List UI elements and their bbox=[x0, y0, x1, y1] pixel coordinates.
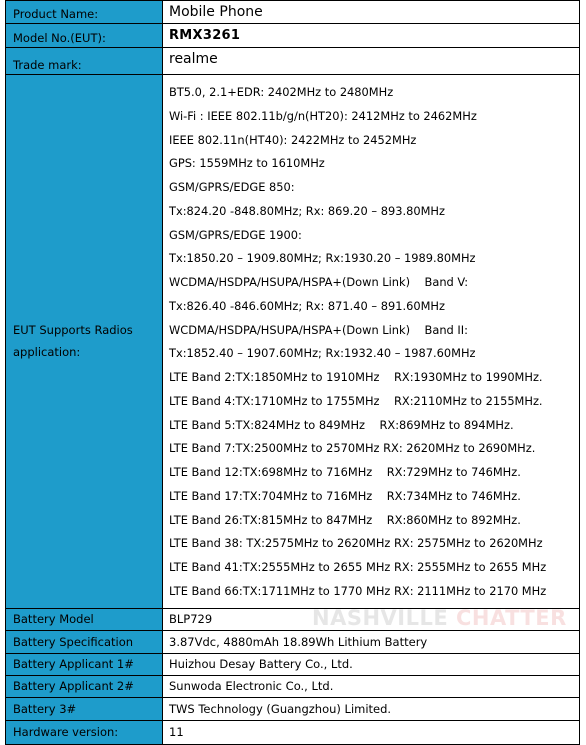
row-product-name bbox=[6, 1, 580, 24]
radio-line: LTE Band 41:TX:2555MHz to 2655 MHz RX: 2555MHz to 2655 MHz bbox=[169, 560, 547, 574]
radio-line: LTE Band 17:TX:704MHz to 716MHz RX:734MHz to 746MHz. bbox=[169, 488, 521, 503]
radio-line: IEEE 802.11n(HT40): 2422MHz to 2452MHz bbox=[169, 132, 417, 147]
battery-applicant-2-label: Battery Applicant 2# bbox=[6, 675, 163, 697]
battery-model-label: Battery Model bbox=[6, 608, 163, 630]
radios-label-line-1: EUT Supports Radios bbox=[13, 323, 133, 338]
radio-line: Tx:826.40 -846.60MHz; Rx: 871.40 – 891.60MHz bbox=[169, 298, 445, 313]
radio-line: LTE Band 2:TX:1850MHz to 1910MHz RX:1930MHz to 1990MHz. bbox=[169, 370, 543, 384]
row-battery-spec bbox=[6, 630, 580, 653]
radio-line: LTE Band 66:TX:1711MHz to 1770 MHz RX: 2111MHz to 2170 MHz bbox=[169, 583, 547, 598]
battery-model-value: BLP729 bbox=[163, 608, 580, 630]
hardware-version-label: Hardware version: bbox=[6, 720, 163, 744]
radio-line: GSM/GPRS/EDGE 850: bbox=[169, 180, 295, 194]
radio-line: LTE Band 12:TX:698MHz to 716MHz RX:729MHz to 746MHz. bbox=[169, 465, 521, 479]
row-battery-3 bbox=[6, 697, 580, 720]
battery-spec-value: 3.87Vdc, 4880mAh 18.89Wh Lithium Battery bbox=[163, 630, 580, 653]
row-hardware-version bbox=[6, 720, 580, 744]
battery-3-value: TWS Technology (Guangzhou) Limited. bbox=[163, 697, 580, 720]
battery-applicant-1-label: Battery Applicant 1# bbox=[6, 653, 163, 675]
radios-label bbox=[6, 75, 163, 609]
product-name-value: Mobile Phone bbox=[163, 1, 580, 24]
radio-line: WCDMA/HSDPA/HSUPA/HSPA+(Down Link) Band II: bbox=[169, 322, 468, 337]
radio-line: GPS: 1559MHz to 1610MHz bbox=[169, 156, 325, 171]
radio-line: BT5.0, 2.1+EDR: 2402MHz to 2480MHz bbox=[169, 85, 394, 99]
radios-value bbox=[163, 75, 580, 609]
battery-applicant-2-value: Sunwoda Electronic Co., Ltd. bbox=[163, 675, 580, 697]
radio-line: Tx:824.20 -848.80MHz; Rx: 869.20 – 893.80MHz bbox=[169, 203, 445, 218]
battery-applicant-1-value: Huizhou Desay Battery Co., Ltd. bbox=[163, 653, 580, 675]
row-battery-applicant-2 bbox=[6, 675, 580, 697]
hardware-version-value: 11 bbox=[163, 720, 580, 744]
model-no-value: RMX3261 bbox=[163, 24, 580, 48]
radio-line: LTE Band 4:TX:1710MHz to 1755MHz RX:2110MHz to 2155MHz. bbox=[169, 393, 543, 408]
spec-table bbox=[5, 0, 580, 745]
radio-line: Wi-Fi : IEEE 802.11b/g/n(HT20): 2412MHz to 2462MHz bbox=[169, 108, 477, 123]
trade-mark-value: realme bbox=[163, 48, 580, 75]
model-no-label: Model No.(EUT): bbox=[6, 24, 163, 48]
trade-mark-label: Trade mark: bbox=[6, 48, 163, 75]
radio-line: LTE Band 26:TX:815MHz to 847MHz RX:860MHz to 892MHz. bbox=[169, 512, 521, 527]
row-trade-mark bbox=[6, 48, 580, 75]
product-name-label: Product Name: bbox=[6, 1, 163, 24]
battery-3-label: Battery 3# bbox=[6, 697, 163, 720]
row-battery-applicant-1 bbox=[6, 653, 580, 675]
radio-lines-list bbox=[169, 75, 579, 608]
radio-line: GSM/GPRS/EDGE 1900: bbox=[169, 227, 302, 242]
row-radios bbox=[6, 75, 580, 609]
radio-line: LTE Band 7:TX:2500MHz to 2570MHz RX: 2620MHz to 2690MHz. bbox=[169, 441, 536, 456]
radio-line: LTE Band 5:TX:824MHz to 849MHz RX:869MHz to 894MHz. bbox=[169, 417, 514, 432]
battery-spec-label: Battery Specification bbox=[6, 630, 163, 653]
radios-label-line-2: application: bbox=[13, 345, 81, 360]
row-battery-model bbox=[6, 608, 580, 630]
radio-line: WCDMA/HSDPA/HSUPA/HSPA+(Down Link) Band V: bbox=[169, 275, 469, 289]
row-model-no bbox=[6, 24, 580, 48]
radio-line: Tx:1852.40 – 1907.60MHz; Rx:1932.40 – 1987.60MHz bbox=[169, 346, 476, 361]
radio-line: LTE Band 38: TX:2575MHz to 2620MHz RX: 2575MHz to 2620MHz bbox=[169, 536, 543, 551]
radio-line: Tx:1850.20 – 1909.80MHz; Rx:1930.20 – 1989.80MHz bbox=[169, 251, 476, 266]
